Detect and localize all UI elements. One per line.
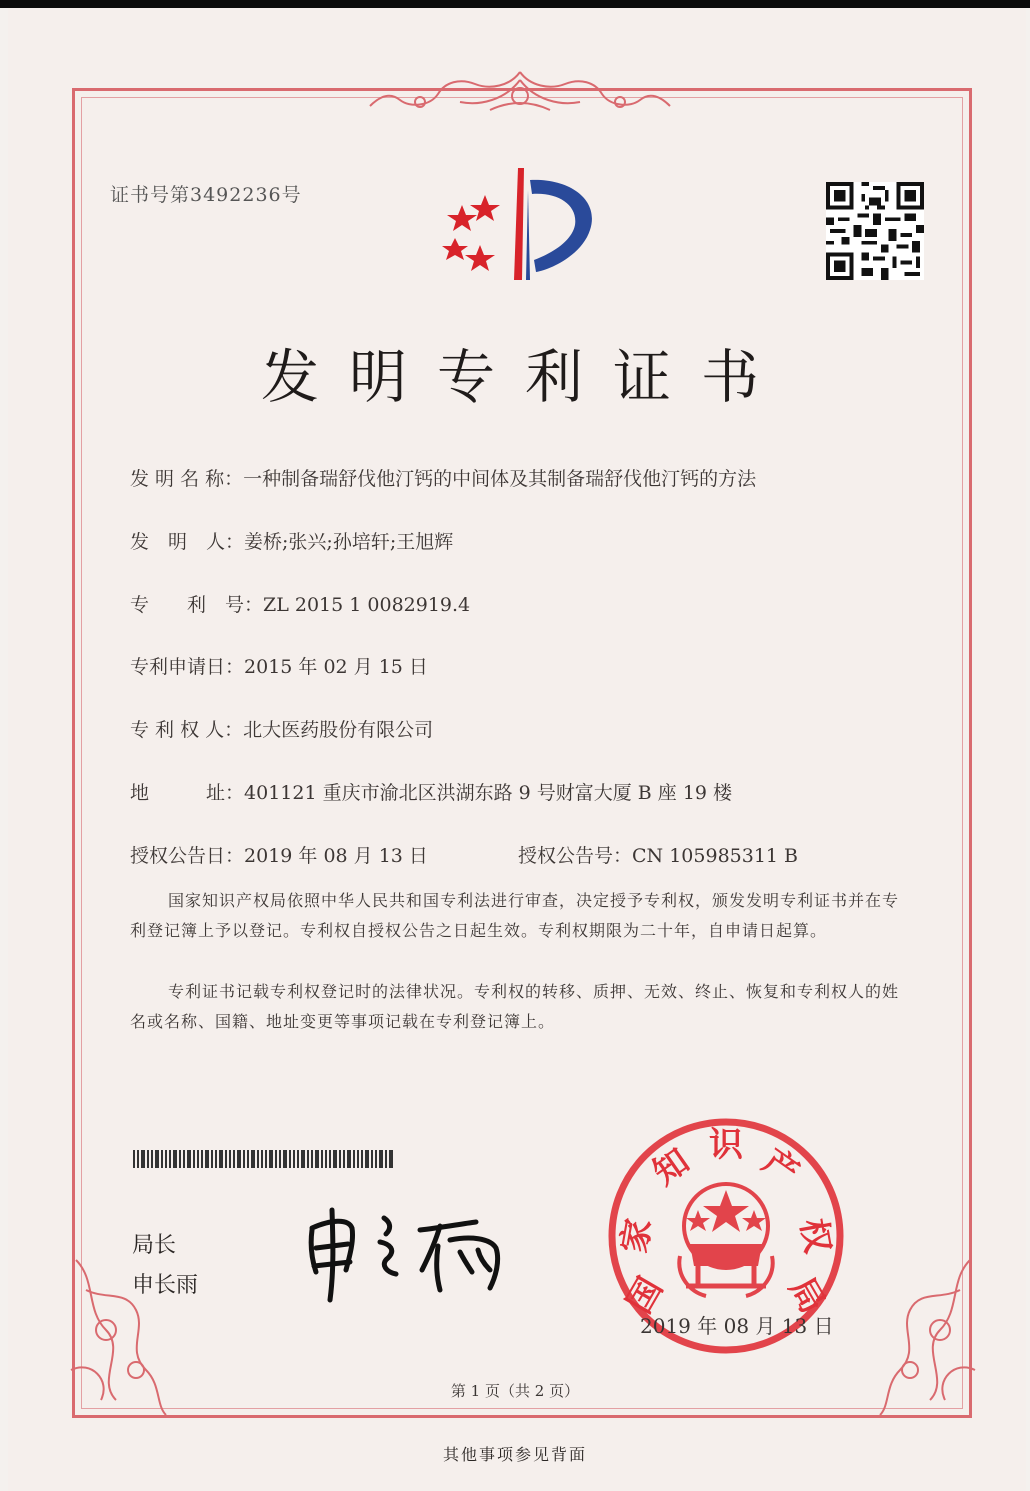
svg-text:局: 局 <box>781 1270 833 1321</box>
top-ornament <box>360 66 680 122</box>
field-label: 发 明 名 称： <box>130 468 244 490</box>
certificate-title: 发明专利证书 <box>260 343 789 411</box>
field-value: 北大医药股份有限公司 <box>243 719 434 741</box>
svg-text:权: 权 <box>792 1215 838 1257</box>
field-value: 姜桥;张兴;孙培轩;王旭辉 <box>244 531 454 553</box>
patent-office-logo-icon <box>440 160 610 285</box>
barcode-icon <box>133 1150 393 1168</box>
field-value: CN 105985311 B <box>632 845 799 867</box>
seal-date: 2019 年 08 月 13 日 <box>640 1314 834 1338</box>
legal-paragraph-1: 国家知识产权局依照中华人民共和国专利法进行审查，决定授予专利权，颁发发明专利证书并在专利登记簿上予以登记。专利权自授权公告之日起生效。专利权期限为二十年，自申请日起算。 <box>130 891 900 940</box>
svg-text:识: 识 <box>709 1125 743 1165</box>
svg-text:国: 国 <box>619 1270 671 1321</box>
svg-text:产: 产 <box>755 1141 806 1194</box>
field-value: 401121 重庆市渝北区洪湖东路 9 号财富大厦 B 座 19 楼 <box>244 782 733 804</box>
field-label: 授权公告日： <box>130 845 245 867</box>
handwritten-signature <box>300 1200 530 1310</box>
field-patentee <box>130 715 433 742</box>
field-address <box>130 778 732 805</box>
field-label: 发 明 人： <box>130 531 245 553</box>
legal-paragraph-2: 专利证书记载专利权登记时的法律状况。专利权的转移、质押、无效、终止、恢复和专利权人的姓名或名称、国籍、地址变更等事项记载在专利登记簿上。 <box>130 982 900 1031</box>
field-label: 地 址： <box>130 782 245 804</box>
field-value: 一种制备瑞舒伐他汀钙的中间体及其制备瑞舒伐他汀钙的方法 <box>243 468 757 490</box>
field-application-date <box>130 652 428 679</box>
field-patent-number <box>130 590 470 617</box>
top-black-bar <box>0 0 1030 8</box>
field-label: 专 利 号： <box>130 594 264 616</box>
field-inventor <box>130 527 453 554</box>
svg-text:知: 知 <box>646 1141 697 1194</box>
field-label: 授权公告号： <box>518 845 633 867</box>
field-value: 2019 年 08 月 13 日 <box>244 845 428 867</box>
field-grant-date <box>130 841 428 868</box>
director-title: 局长 <box>132 1233 177 1258</box>
field-grant-number <box>518 841 798 868</box>
field-label: 专 利 权 人： <box>130 719 244 741</box>
qr-code-icon <box>826 182 924 280</box>
field-invention-name <box>130 464 756 491</box>
page-number: 第 1 页（共 2 页） <box>450 1382 580 1400</box>
field-value: 2015 年 02 月 15 日 <box>244 656 428 678</box>
director-name: 申长雨 <box>132 1273 199 1298</box>
field-value: ZL 2015 1 0082919.4 <box>263 594 471 616</box>
certificate-number: 证书号第3492236号 <box>110 184 302 206</box>
field-label: 专利申请日： <box>130 656 245 678</box>
footer-note: 其他事项参见背面 <box>442 1445 587 1464</box>
svg-text:家: 家 <box>614 1215 660 1257</box>
